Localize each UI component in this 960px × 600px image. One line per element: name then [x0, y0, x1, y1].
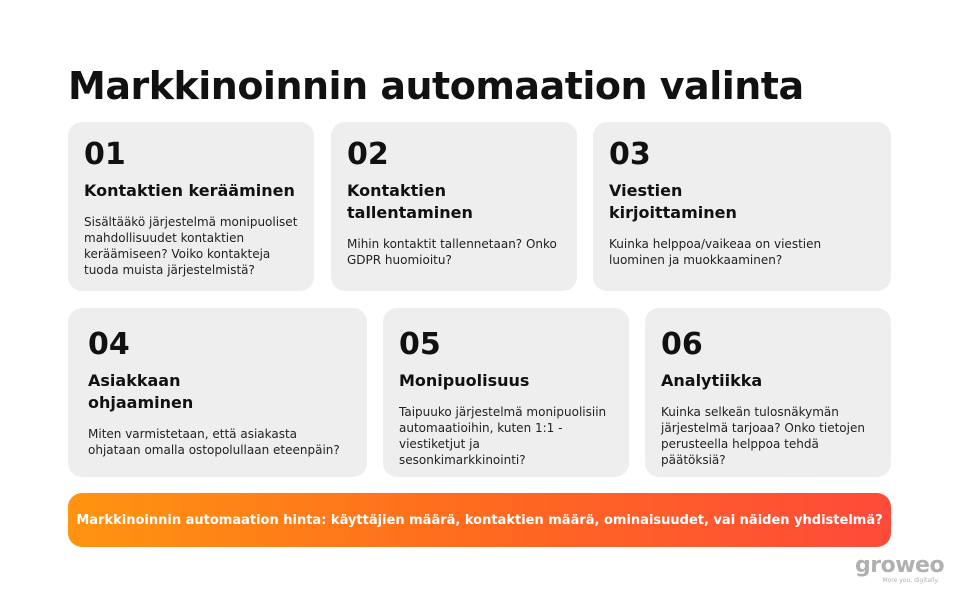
card-heading: Viestien kirjoittaminen	[609, 181, 737, 222]
card-5	[383, 308, 629, 477]
card-number: 04	[88, 327, 130, 362]
card-3	[593, 122, 891, 291]
card-text: Miten varmistetaan, että asiakasta ohjataan omalla ostopolullaan eteenpäin?	[88, 427, 340, 457]
card-text: Taipuuko järjestelmä monipuolisiin automaatioihin, kuten 1:1 -viestiketjut ja sesonkimarkkinointi?	[399, 405, 607, 467]
card-1	[68, 122, 314, 291]
card-number: 03	[609, 137, 651, 172]
card-heading: Analytiikka	[661, 371, 763, 390]
card-heading: Kontaktien kerääminen	[84, 181, 295, 200]
card-4	[68, 308, 367, 477]
card-text: Kuinka helppoa/vaikeaa on viestien luominen ja muokkaaminen?	[609, 237, 822, 267]
card-heading: Asiakkaan ohjaaminen	[88, 371, 194, 412]
pricing-banner	[68, 493, 891, 547]
card-2	[331, 122, 577, 291]
logo-wordmark: groweo	[855, 553, 945, 578]
card-number: 02	[347, 137, 389, 172]
card-number: 05	[399, 327, 441, 362]
groweo-logo	[855, 555, 945, 587]
page-title: Markkinoinnin automaation valinta	[68, 64, 804, 108]
card-6	[645, 308, 891, 477]
card-text: Sisältääkö järjestelmä monipuoliset mahdollisuudet kontaktien keräämiseen? Voiko kontakteja tuoda muista järjestelmistä?	[84, 215, 298, 277]
card-text: Kuinka selkeän tulosnäkymän järjestelmä tarjoaa? Onko tietojen perusteella helppoa tehdä päätöksiä?	[661, 405, 865, 467]
card-number: 01	[84, 137, 126, 172]
card-number: 06	[661, 327, 703, 362]
card-heading: Monipuolisuus	[399, 371, 530, 390]
card-text: Mihin kontaktit tallennetaan? Onko GDPR huomioitu?	[347, 237, 557, 267]
card-heading: Kontaktien tallentaminen	[347, 181, 473, 222]
banner-text: Markkinoinnin automaation hinta: käyttäjien määrä, kontaktien määrä, ominaisuudet, vai näiden yhdistelmä?	[76, 512, 883, 528]
logo-tagline: More you, digitally.	[882, 577, 939, 584]
